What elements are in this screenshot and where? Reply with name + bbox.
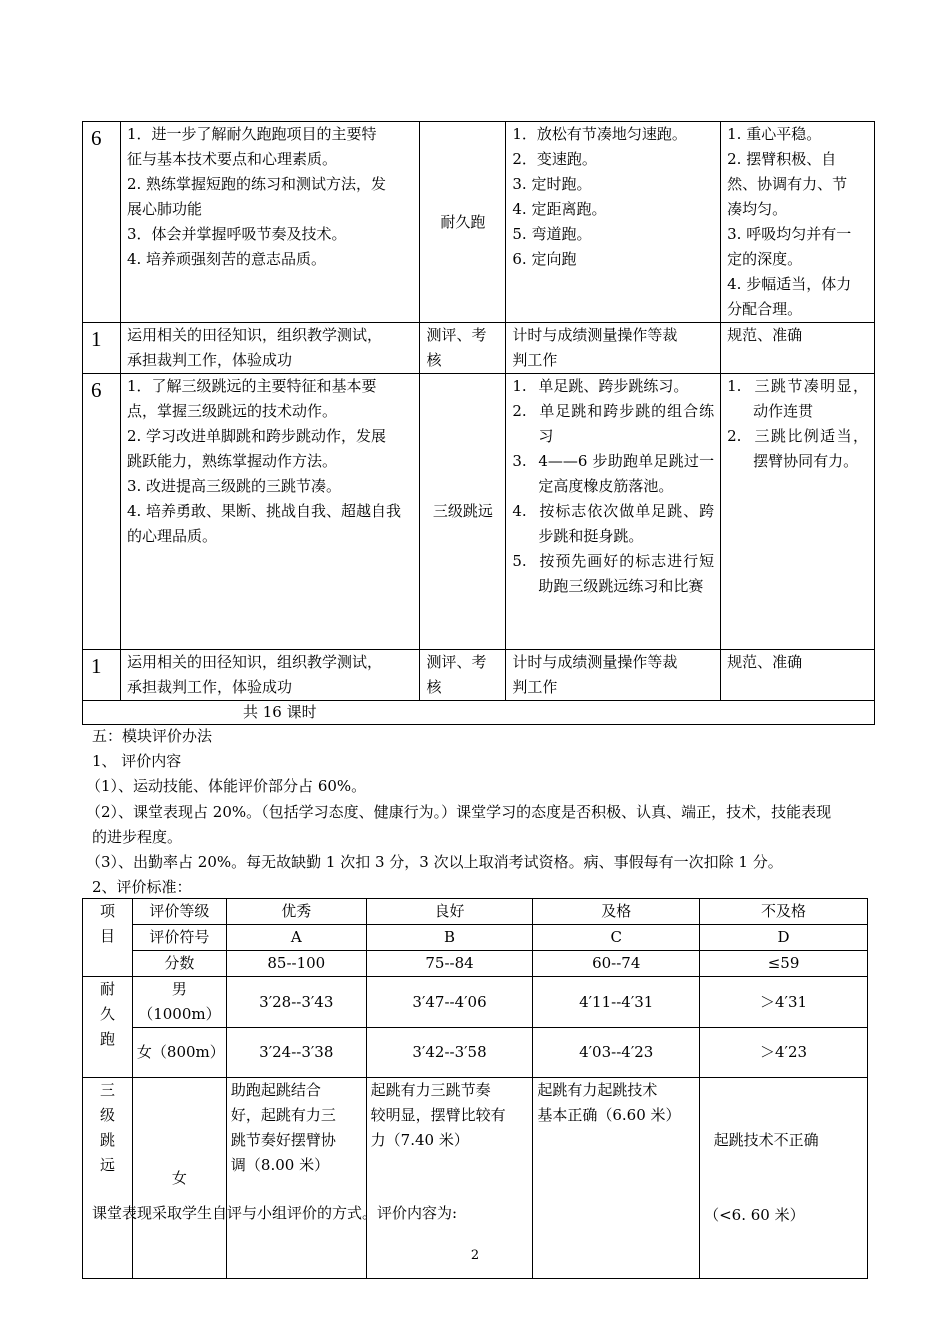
item-header (83, 899, 133, 977)
event-line: 核 (426, 678, 442, 696)
lesson-count: 1 (83, 650, 121, 701)
run-label-char: 耐 (99, 980, 115, 998)
lesson-count: 6 (83, 374, 121, 650)
standard-line: 规范、准确 (727, 326, 803, 344)
run-label-char: 久 (99, 1005, 115, 1023)
item-header-char: 项 (99, 902, 115, 920)
female-time-b: 3′42--3′58 (366, 1028, 533, 1078)
score-b: 75--84 (366, 951, 533, 977)
total-row (83, 701, 875, 725)
jump-desc-line: 跳节奏好摆臂协 (230, 1131, 336, 1149)
standard-line: 4. 步幅适当，体力 (727, 275, 852, 293)
standard-cell (721, 374, 875, 650)
item-text: 单足跳和跨步跳的组合练习 (538, 402, 715, 445)
score-label: 分数 (132, 951, 226, 977)
male-time-b: 3′47--4′06 (366, 977, 533, 1028)
jump-label-char: 级 (99, 1106, 115, 1124)
subsection-title: 2、评价标准： (92, 878, 192, 896)
content-cell (506, 122, 721, 323)
jump-desc-line: （<6. 60 米） (704, 1206, 805, 1224)
page-number: 2 (470, 1248, 480, 1263)
event-line: 测评、考 (426, 326, 487, 344)
goal-line: 3．体会并掌握呼吸节奏及技术。 (126, 225, 347, 243)
symbol-label: 评价符号 (132, 925, 226, 951)
jump-desc-line: 较明显，摆臂比较有 (370, 1106, 506, 1124)
eval-item: （2）、课堂表现占 20%。（包括学习态度、健康行为。）课堂学习的态度是否积极、认真、端正，技术，技能表现 (86, 803, 832, 821)
subsection-title: 1、 评价内容 (92, 752, 182, 770)
content-line: 计时与成绩测量操作等裁 (512, 653, 678, 671)
plan-row (83, 122, 875, 323)
item-number: 2. (512, 402, 527, 420)
jump-desc-line: 力（7.40 米） (370, 1131, 469, 1149)
goal-line: 跳跃能力，熟练掌握动作方法。 (126, 452, 337, 470)
standard-line: 凑均匀。 (727, 200, 788, 218)
female-time-d: ＞4′23 (700, 1028, 868, 1078)
jump-gender: 女 (132, 1078, 226, 1279)
male-label-line: （1000m） (138, 1005, 221, 1023)
symbol-c: C (533, 925, 700, 951)
item-number: 3. (512, 452, 527, 470)
standard-line: 定的深度。 (727, 250, 803, 268)
goals-cell (120, 650, 420, 701)
goal-line: 2. 学习改进单脚跳和跨步跳动作，发展 (126, 427, 387, 445)
goal-line: 运用相关的田径知识，组织教学测试， (126, 653, 382, 671)
content-cell (506, 374, 721, 650)
content-line: 5. 弯道跑。 (512, 225, 592, 243)
content-line: 判工作 (512, 351, 558, 369)
eval-item: （3）、出勤率占 20%。每无故缺勤 1 次扣 3 分，3 次以上取消考试资格。病、事假每有一次扣除 1 分。 (86, 853, 783, 871)
standard-line: 规范、准确 (727, 653, 803, 671)
symbol-d: D (700, 925, 868, 951)
content-line: 计时与成绩测量操作等裁 (512, 326, 678, 344)
goal-line: 征与基本技术要点和心理素质。 (126, 150, 337, 168)
standard-line: 分配合理。 (727, 300, 803, 318)
event-cell: 三级跳远 (420, 374, 506, 650)
symbol-a: A (226, 925, 366, 951)
event-cell (420, 323, 506, 374)
teaching-plan-table (82, 121, 875, 725)
jump-desc-line: 起跳技术不正确 (704, 1131, 819, 1149)
event-line: 核 (426, 351, 442, 369)
jump-label-char: 远 (99, 1156, 115, 1174)
grade-c: 及格 (533, 899, 700, 925)
item-text: 三跳节凑明显，动作连贯 (753, 377, 868, 420)
content-item (512, 374, 714, 399)
goal-line: 的心理品质。 (126, 527, 217, 545)
content-item (512, 449, 714, 499)
grade-row (83, 899, 868, 925)
male-row (83, 977, 868, 1028)
section-title: 五：模块评价办法 (92, 727, 213, 745)
jump-desc-line: 起跳有力起跳技术 (537, 1081, 658, 1099)
jump-desc-line: 调（8.00 米） (230, 1156, 330, 1174)
goal-line: 1．了解三级跳远的主要特征和基本要 (126, 377, 377, 395)
item-text: 4——6 步助跑单足跳过一定高度橡皮筋落池。 (538, 452, 715, 495)
standard-cell (721, 122, 875, 323)
lesson-count: 6 (83, 122, 121, 323)
goal-line: 4. 培养勇敢、果断、挑战自我、超越自我 (126, 502, 402, 520)
symbol-b: B (366, 925, 533, 951)
jump-desc-line: 助跑起跳结合 (230, 1081, 321, 1099)
item-number: 2. (727, 427, 742, 445)
item-header-char: 目 (99, 927, 115, 945)
grade-d: 不及格 (700, 899, 868, 925)
grade-a: 优秀 (226, 899, 366, 925)
standard-line: 2. 摆臂积极、自 (727, 150, 837, 168)
plan-row (83, 374, 875, 650)
footer-text: 课堂表现采取学生自评与小组评价的方式。评价内容为: (92, 1204, 458, 1222)
grade-label: 评价等级 (132, 899, 226, 925)
eval-item: （1）、运动技能、体能评价部分占 60%。 (86, 777, 367, 795)
score-a: 85--100 (226, 951, 366, 977)
standard-cell (721, 650, 875, 701)
content-line: 3. 定时跑。 (512, 175, 592, 193)
plan-row (83, 323, 875, 374)
item-text: 单足跳、跨步跳练习。 (538, 377, 689, 395)
item-text: 三跳比例适当，摆臂协同有力。 (753, 427, 868, 470)
male-label-line: 男 (171, 980, 187, 998)
male-time-d: ＞4′31 (700, 977, 868, 1028)
goal-line: 点，掌握三级跳远的技术动作。 (126, 402, 337, 420)
male-time-c: 4′11--4′31 (533, 977, 700, 1028)
standard-line: 3. 呼吸均匀并有一 (727, 225, 852, 243)
item-text: 按预先画好的标志进行短助跑三级跳远练习和比赛 (538, 552, 715, 595)
jump-label-char: 三 (99, 1081, 115, 1099)
standard-item (727, 424, 868, 474)
male-time-a: 3′28--3′43 (226, 977, 366, 1028)
event-cell: 耐久跑 (420, 122, 506, 323)
item-number: 1. (727, 377, 742, 395)
content-item (512, 499, 714, 549)
content-cell (506, 323, 721, 374)
female-label: 女（800m） (132, 1028, 226, 1078)
item-number: 4. (512, 502, 527, 520)
item-text: 按标志依次做单足跳、跨步跳和挺身跳。 (538, 502, 715, 545)
goal-line: 运用相关的田径知识，组织教学测试， (126, 326, 382, 344)
goal-line: 4. 培养顽强刻苦的意志品质。 (126, 250, 327, 268)
content-item (512, 399, 714, 449)
goals-cell (120, 122, 420, 323)
jump-desc-line: 基本正确（6.60 米） (537, 1106, 681, 1124)
goal-line: 1．进一步了解耐久跑跑项目的主要特 (126, 125, 377, 143)
score-d: ≤59 (700, 951, 868, 977)
event-line: 测评、考 (426, 653, 487, 671)
goal-line: 承担裁判工作，体验成功 (126, 351, 292, 369)
item-number: 1. (512, 377, 527, 395)
total-hours: 共 16 课时 (83, 701, 875, 725)
content-item (512, 549, 714, 599)
standard-cell (721, 323, 875, 374)
jump-label-char: 跳 (99, 1131, 115, 1149)
female-time-a: 3′24--3′38 (226, 1028, 366, 1078)
female-row (83, 1028, 868, 1078)
content-line: 6. 定向跑 (512, 250, 577, 268)
plan-row (83, 650, 875, 701)
goal-line: 3. 改进提高三级跳的三跳节凑。 (126, 477, 342, 495)
goal-line: 展心肺功能 (126, 200, 202, 218)
goals-cell (120, 323, 420, 374)
female-time-c: 4′03--4′23 (533, 1028, 700, 1078)
content-cell (506, 650, 721, 701)
score-row (83, 951, 868, 977)
standard-line: 1. 重心平稳。 (727, 125, 822, 143)
symbol-row (83, 925, 868, 951)
standard-line: 然、协调有力、节 (727, 175, 848, 193)
run-label (83, 977, 133, 1078)
grade-b: 良好 (366, 899, 533, 925)
goal-line: 2. 熟练掌握短跑的练习和测试方法，发 (126, 175, 387, 193)
content-line: 4. 定距离跑。 (512, 200, 607, 218)
goals-cell (120, 374, 420, 650)
male-label (132, 977, 226, 1028)
run-label-char: 跑 (99, 1030, 115, 1048)
content-line: 2．变速跑。 (512, 150, 597, 168)
goal-line: 承担裁判工作，体验成功 (126, 678, 292, 696)
item-number: 5. (512, 552, 527, 570)
jump-desc-line: 起跳有力三跳节奏 (370, 1081, 491, 1099)
eval-item-continued: 的进步程度。 (92, 828, 183, 846)
content-line: 判工作 (512, 678, 558, 696)
standard-item (727, 374, 868, 424)
score-c: 60--74 (533, 951, 700, 977)
lesson-count: 1 (83, 323, 121, 374)
content-line: 1．放松有节凑地匀速跑。 (512, 125, 687, 143)
jump-desc-line: 好，起跳有力三 (230, 1106, 336, 1124)
event-cell (420, 650, 506, 701)
